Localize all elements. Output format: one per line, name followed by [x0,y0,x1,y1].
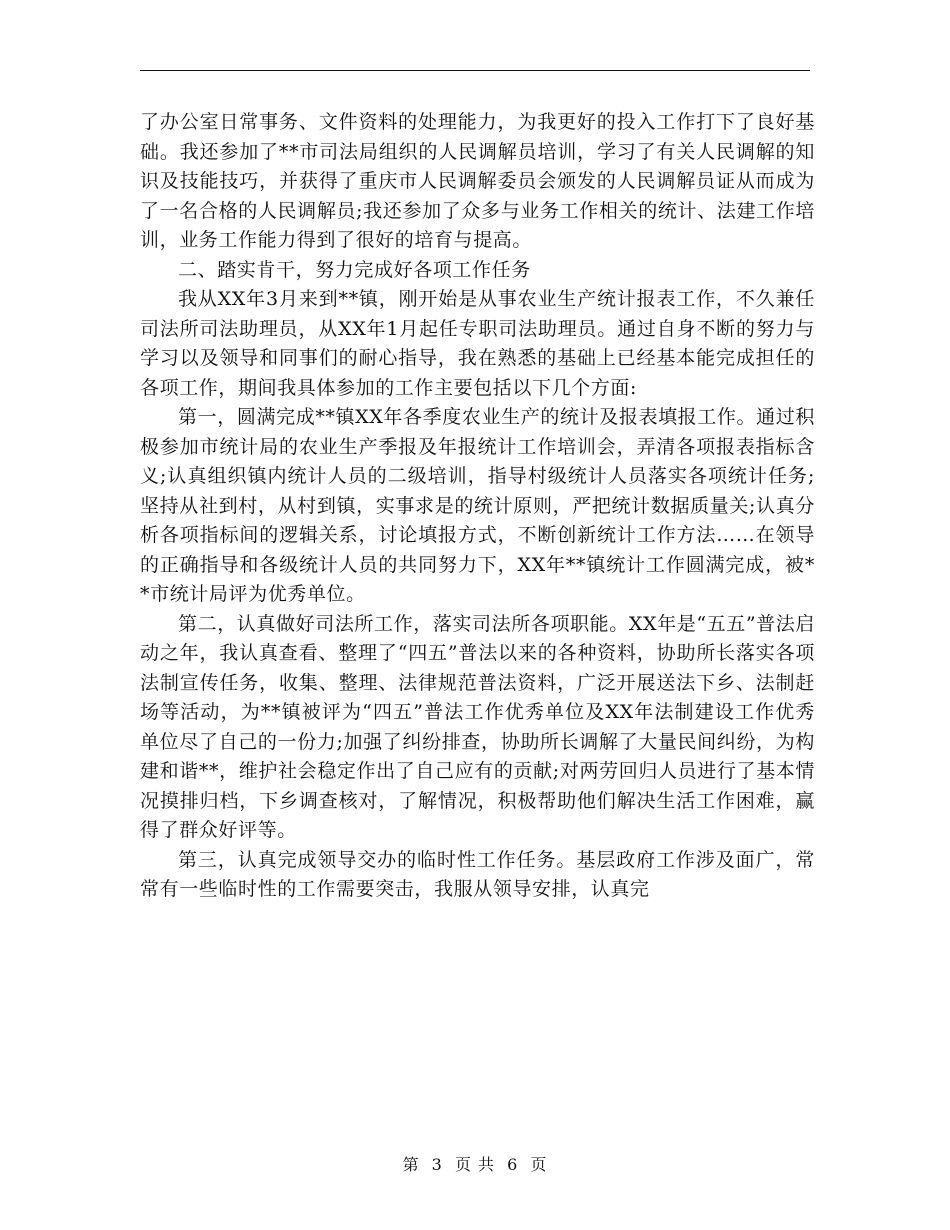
paragraph-item-2: 第二，认真做好司法所工作，落实司法所各项职能。XX年是“五五”普法启动之年，我认真查看、整理了“四五”普法以来的各种资料，协助所长落实各项法制宣传任务，收集、整理、法律规范普法资料，广泛开展送法下乡、法制赶场等活动，为**镇被评为“四五”普法工作优秀单位及XX年法制建设工作优秀单位尽了自己的一份力;加强了纠纷排查，协助所长调解了大量民间纠纷，为构建和谐**，维护社会稳定作出了自己应有的贡献;对两劳回归人员进行了基本情况摸排归档，下乡调查核对，了解情况，积极帮助他们解决生活工作困难，赢得了群众好评等。 [140,612,815,841]
paragraph-item-1: 第一，圆满完成**镇XX年各季度农业生产的统计及报表填报工作。通过积极参加市统计局的农业生产季报及年报统计工作培训会，弄清各项报表指标含义;认真组织镇内统计人员的二级培训，指导村级统计人员落实各项统计任务;坚持从社到村，从村到镇，实事求是的统计原则，严把统计数据质量关;认真分析各项指标间的逻辑关系，讨论填报方式，不断创新统计工作方法……在领导的正确指导和各级统计人员的共同努力下，XX年**镇统计工作圆满完成，被**市统计局评为优秀单位。 [140,406,815,605]
document-body [140,108,815,905]
paragraph-intro: 我从XX年3月来到**镇，刚开始是从事农业生产统计报表工作，不久兼任司法所司法助理员，从XX年1月起任专职司法助理员。通过自身不断的努力与学习以及领导和同事们的耐心指导，我在熟悉的基础上已经基本能完成担任的各项工作，期间我具体参加的工作主要包括以下几个方面: [140,288,815,399]
page-number-total: 6 [507,1155,519,1174]
page-footer [0,1152,950,1175]
footer-middle: 页 共 [454,1155,496,1174]
section-heading: 二、踏实肯干，努力完成好各项工作任务 [178,258,531,281]
page-number-current: 3 [431,1155,443,1174]
footer-prefix: 第 [402,1155,420,1174]
paragraph-continuation: 了办公室日常事务、文件资料的处理能力，为我更好的投入工作打下了良好基础。我还参加了**市司法局组织的人民调解员培训，学习了有关人民调解的知识及技能技巧，并获得了重庆市人民调解委员会颁发的人民调解员证从而成为了一名合格的人民调解员;我还参加了众多与业务工作相关的统计、法建工作培训，业务工作能力得到了很好的培育与提高。 [140,111,815,251]
header-rule [140,70,810,71]
footer-suffix: 页 [530,1155,548,1174]
paragraph-item-3: 第三，认真完成领导交办的临时性工作任务。基层政府工作涉及面广，常常有一些临时性的工作需要突击，我服从领导安排，认真完 [140,848,815,900]
